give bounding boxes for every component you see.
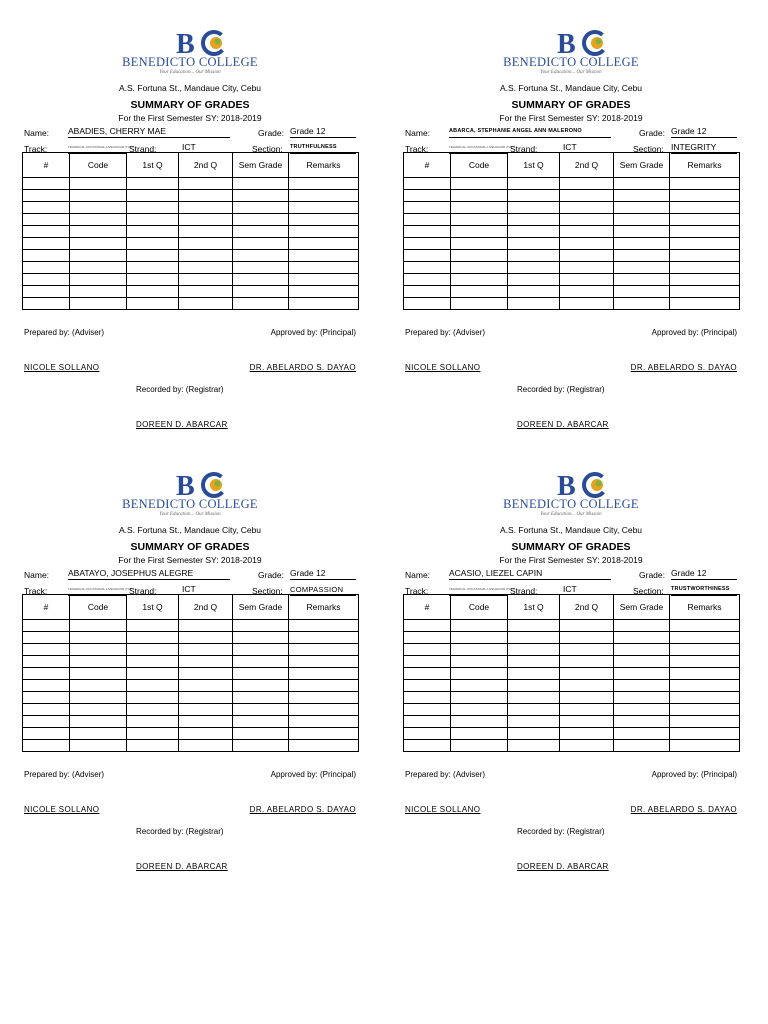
strand-value: ICT bbox=[549, 142, 611, 153]
table-row bbox=[23, 632, 359, 644]
strand-value: ICT bbox=[168, 584, 230, 595]
col-first-q: 1st Q bbox=[508, 595, 560, 620]
col-second-q: 2nd Q bbox=[179, 153, 233, 178]
grade-card bbox=[403, 30, 739, 440]
table-row bbox=[23, 716, 359, 728]
strand-label: Strand: bbox=[510, 144, 538, 154]
college-name: BENEDICTO COLLEGE bbox=[122, 55, 258, 69]
col-sem-grade: Sem Grade bbox=[233, 153, 289, 178]
table-row bbox=[404, 620, 740, 632]
semester-line: For the First Semester SY: 2018-2019 bbox=[118, 113, 262, 123]
principal-name: DR. ABELARDO S. DAYAO bbox=[249, 805, 356, 814]
col-remarks: Remarks bbox=[289, 153, 359, 178]
name-label: Name: bbox=[405, 128, 431, 138]
table-row bbox=[404, 262, 740, 274]
grades-table bbox=[403, 152, 740, 310]
table-row bbox=[404, 274, 740, 286]
grade-value: Grade 12 bbox=[671, 126, 737, 138]
semester-line: For the First Semester SY: 2018-2019 bbox=[499, 555, 643, 565]
col-sem-grade: Sem Grade bbox=[614, 595, 670, 620]
track-label: Track: bbox=[405, 586, 429, 596]
school-address: A.S. Fortuna St., Mandaue City, Cebu bbox=[499, 525, 643, 535]
col-code: Code bbox=[70, 153, 127, 178]
grades-table bbox=[403, 594, 740, 752]
recorded-by-label: Recorded by: (Registrar) bbox=[136, 385, 224, 394]
section-value: TRUTHFULNESS bbox=[290, 142, 356, 154]
prepared-by-label: Prepared by: (Adviser) bbox=[405, 328, 486, 337]
form-title: SUMMARY OF GRADES bbox=[511, 99, 631, 111]
student-name: ABARCA, STEPHANIE ANGEL ANN MALERONO bbox=[449, 126, 611, 138]
name-label: Name: bbox=[24, 128, 50, 138]
svg-text:B: B bbox=[557, 29, 576, 60]
registrar-name: DOREEN D. ABARCAR bbox=[136, 420, 228, 429]
section-value: TRUSTWORTHINESS bbox=[671, 584, 737, 596]
table-row bbox=[23, 692, 359, 704]
strand-value: ICT bbox=[549, 584, 611, 595]
section-label: Section: bbox=[252, 586, 283, 596]
table-row bbox=[404, 692, 740, 704]
col-second-q: 2nd Q bbox=[179, 595, 233, 620]
col-code: Code bbox=[70, 595, 127, 620]
table-header-row bbox=[404, 595, 740, 620]
student-name: ABADIES, CHERRY MAE bbox=[68, 126, 230, 138]
section-value: COMPASSION bbox=[290, 584, 356, 596]
track-value: TECHNICAL-VOCATIONAL-LIVELIHOOD (TVL) bbox=[449, 584, 507, 596]
bc-logo-icon bbox=[555, 471, 615, 502]
registrar-name: DOREEN D. ABARCAR bbox=[517, 420, 609, 429]
table-row bbox=[23, 274, 359, 286]
college-logo bbox=[22, 472, 358, 524]
recorded-by-label: Recorded by: (Registrar) bbox=[517, 827, 605, 836]
college-name: BENEDICTO COLLEGE bbox=[503, 55, 639, 69]
track-label: Track: bbox=[24, 586, 48, 596]
approved-by-label: Approved by: (Principal) bbox=[270, 328, 356, 337]
bc-logo-icon bbox=[174, 29, 234, 60]
college-name: BENEDICTO COLLEGE bbox=[122, 497, 258, 511]
section-value: INTEGRITY bbox=[671, 142, 737, 154]
strand-label: Strand: bbox=[510, 586, 538, 596]
form-title: SUMMARY OF GRADES bbox=[511, 541, 631, 553]
table-row bbox=[404, 740, 740, 752]
table-row bbox=[404, 298, 740, 310]
col-code: Code bbox=[451, 595, 508, 620]
approved-by-label: Approved by: (Principal) bbox=[270, 770, 356, 779]
prepared-by-label: Prepared by: (Adviser) bbox=[24, 770, 105, 779]
col-sem-grade: Sem Grade bbox=[614, 153, 670, 178]
table-header-row bbox=[404, 153, 740, 178]
track-value: TECHNICAL-VOCATIONAL-LIVELIHOOD (TVL) bbox=[449, 142, 507, 154]
table-row bbox=[404, 286, 740, 298]
principal-name: DR. ABELARDO S. DAYAO bbox=[249, 363, 356, 372]
adviser-name: NICOLE SOLLANO bbox=[405, 805, 481, 814]
recorded-by-label: Recorded by: (Registrar) bbox=[136, 827, 224, 836]
col-second-q: 2nd Q bbox=[560, 595, 614, 620]
table-row bbox=[404, 178, 740, 190]
svg-text:B: B bbox=[176, 471, 195, 502]
grade-card bbox=[22, 472, 358, 882]
table-row bbox=[23, 298, 359, 310]
form-title: SUMMARY OF GRADES bbox=[130, 541, 250, 553]
grade-value: Grade 12 bbox=[290, 126, 356, 138]
col-first-q: 1st Q bbox=[127, 153, 179, 178]
table-row bbox=[23, 214, 359, 226]
strand-value: ICT bbox=[168, 142, 230, 153]
table-row bbox=[23, 262, 359, 274]
prepared-by-label: Prepared by: (Adviser) bbox=[24, 328, 105, 337]
table-row bbox=[404, 716, 740, 728]
col-number: # bbox=[23, 595, 70, 620]
table-row bbox=[404, 668, 740, 680]
college-logo bbox=[403, 472, 739, 524]
track-label: Track: bbox=[24, 144, 48, 154]
section-label: Section: bbox=[252, 144, 283, 154]
table-row bbox=[23, 202, 359, 214]
col-second-q: 2nd Q bbox=[560, 153, 614, 178]
table-row bbox=[404, 644, 740, 656]
bc-logo-icon bbox=[555, 29, 615, 60]
table-row bbox=[23, 250, 359, 262]
table-row bbox=[23, 656, 359, 668]
table-row bbox=[23, 226, 359, 238]
table-row bbox=[404, 190, 740, 202]
table-row bbox=[23, 178, 359, 190]
track-label: Track: bbox=[405, 144, 429, 154]
table-row bbox=[404, 632, 740, 644]
school-address: A.S. Fortuna St., Mandaue City, Cebu bbox=[118, 83, 262, 93]
college-logo bbox=[22, 30, 358, 82]
grade-card bbox=[22, 30, 358, 440]
college-tagline: Your Education... Our Mission bbox=[540, 70, 602, 75]
col-sem-grade: Sem Grade bbox=[233, 595, 289, 620]
student-name: ACASIO, LIEZEL CAPIN bbox=[449, 568, 611, 580]
col-first-q: 1st Q bbox=[127, 595, 179, 620]
college-name: BENEDICTO COLLEGE bbox=[503, 497, 639, 511]
col-remarks: Remarks bbox=[670, 595, 740, 620]
table-row bbox=[23, 620, 359, 632]
col-code: Code bbox=[451, 153, 508, 178]
track-value: TECHNICAL-VOCATIONAL-LIVELIHOOD (TVL) bbox=[68, 142, 126, 154]
student-name: ABATAYO, JOSEPHUS ALEGRE bbox=[68, 568, 230, 580]
grade-label: Grade: bbox=[258, 570, 284, 580]
table-row bbox=[23, 728, 359, 740]
col-remarks: Remarks bbox=[670, 153, 740, 178]
table-row bbox=[404, 250, 740, 262]
college-logo bbox=[403, 30, 739, 82]
table-row bbox=[23, 740, 359, 752]
table-row bbox=[404, 728, 740, 740]
prepared-by-label: Prepared by: (Adviser) bbox=[405, 770, 486, 779]
table-row bbox=[404, 680, 740, 692]
strand-label: Strand: bbox=[129, 144, 157, 154]
table-row bbox=[404, 704, 740, 716]
table-row bbox=[404, 226, 740, 238]
semester-line: For the First Semester SY: 2018-2019 bbox=[118, 555, 262, 565]
college-tagline: Your Education... Our Mission bbox=[159, 70, 221, 75]
approved-by-label: Approved by: (Principal) bbox=[651, 770, 737, 779]
grade-card bbox=[403, 472, 739, 882]
col-number: # bbox=[23, 153, 70, 178]
form-title: SUMMARY OF GRADES bbox=[130, 99, 250, 111]
track-value: TECHNICAL-VOCATIONAL-LIVELIHOOD (TVL) bbox=[68, 584, 126, 596]
table-row bbox=[23, 644, 359, 656]
table-row bbox=[404, 238, 740, 250]
col-first-q: 1st Q bbox=[508, 153, 560, 178]
table-row bbox=[23, 238, 359, 250]
table-header-row bbox=[23, 153, 359, 178]
approved-by-label: Approved by: (Principal) bbox=[651, 328, 737, 337]
section-label: Section: bbox=[633, 144, 664, 154]
svg-text:B: B bbox=[176, 29, 195, 60]
grade-label: Grade: bbox=[639, 570, 665, 580]
school-address: A.S. Fortuna St., Mandaue City, Cebu bbox=[499, 83, 643, 93]
table-row bbox=[404, 214, 740, 226]
adviser-name: NICOLE SOLLANO bbox=[405, 363, 481, 372]
table-row bbox=[23, 704, 359, 716]
table-row bbox=[404, 656, 740, 668]
col-number: # bbox=[404, 595, 451, 620]
grade-value: Grade 12 bbox=[671, 568, 737, 580]
registrar-name: DOREEN D. ABARCAR bbox=[136, 862, 228, 871]
college-tagline: Your Education... Our Mission bbox=[540, 512, 602, 517]
strand-label: Strand: bbox=[129, 586, 157, 596]
col-number: # bbox=[404, 153, 451, 178]
bc-logo-icon bbox=[174, 471, 234, 502]
grades-table bbox=[22, 594, 359, 752]
section-label: Section: bbox=[633, 586, 664, 596]
table-header-row bbox=[23, 595, 359, 620]
semester-line: For the First Semester SY: 2018-2019 bbox=[499, 113, 643, 123]
table-row bbox=[404, 202, 740, 214]
name-label: Name: bbox=[405, 570, 431, 580]
school-address: A.S. Fortuna St., Mandaue City, Cebu bbox=[118, 525, 262, 535]
table-row bbox=[23, 668, 359, 680]
principal-name: DR. ABELARDO S. DAYAO bbox=[630, 805, 737, 814]
name-label: Name: bbox=[24, 570, 50, 580]
grade-label: Grade: bbox=[639, 128, 665, 138]
grade-label: Grade: bbox=[258, 128, 284, 138]
recorded-by-label: Recorded by: (Registrar) bbox=[517, 385, 605, 394]
col-remarks: Remarks bbox=[289, 595, 359, 620]
adviser-name: NICOLE SOLLANO bbox=[24, 805, 100, 814]
svg-text:B: B bbox=[557, 471, 576, 502]
grades-table bbox=[22, 152, 359, 310]
table-row bbox=[23, 286, 359, 298]
table-row bbox=[23, 190, 359, 202]
college-tagline: Your Education... Our Mission bbox=[159, 512, 221, 517]
registrar-name: DOREEN D. ABARCAR bbox=[517, 862, 609, 871]
adviser-name: NICOLE SOLLANO bbox=[24, 363, 100, 372]
grade-value: Grade 12 bbox=[290, 568, 356, 580]
table-row bbox=[23, 680, 359, 692]
principal-name: DR. ABELARDO S. DAYAO bbox=[630, 363, 737, 372]
